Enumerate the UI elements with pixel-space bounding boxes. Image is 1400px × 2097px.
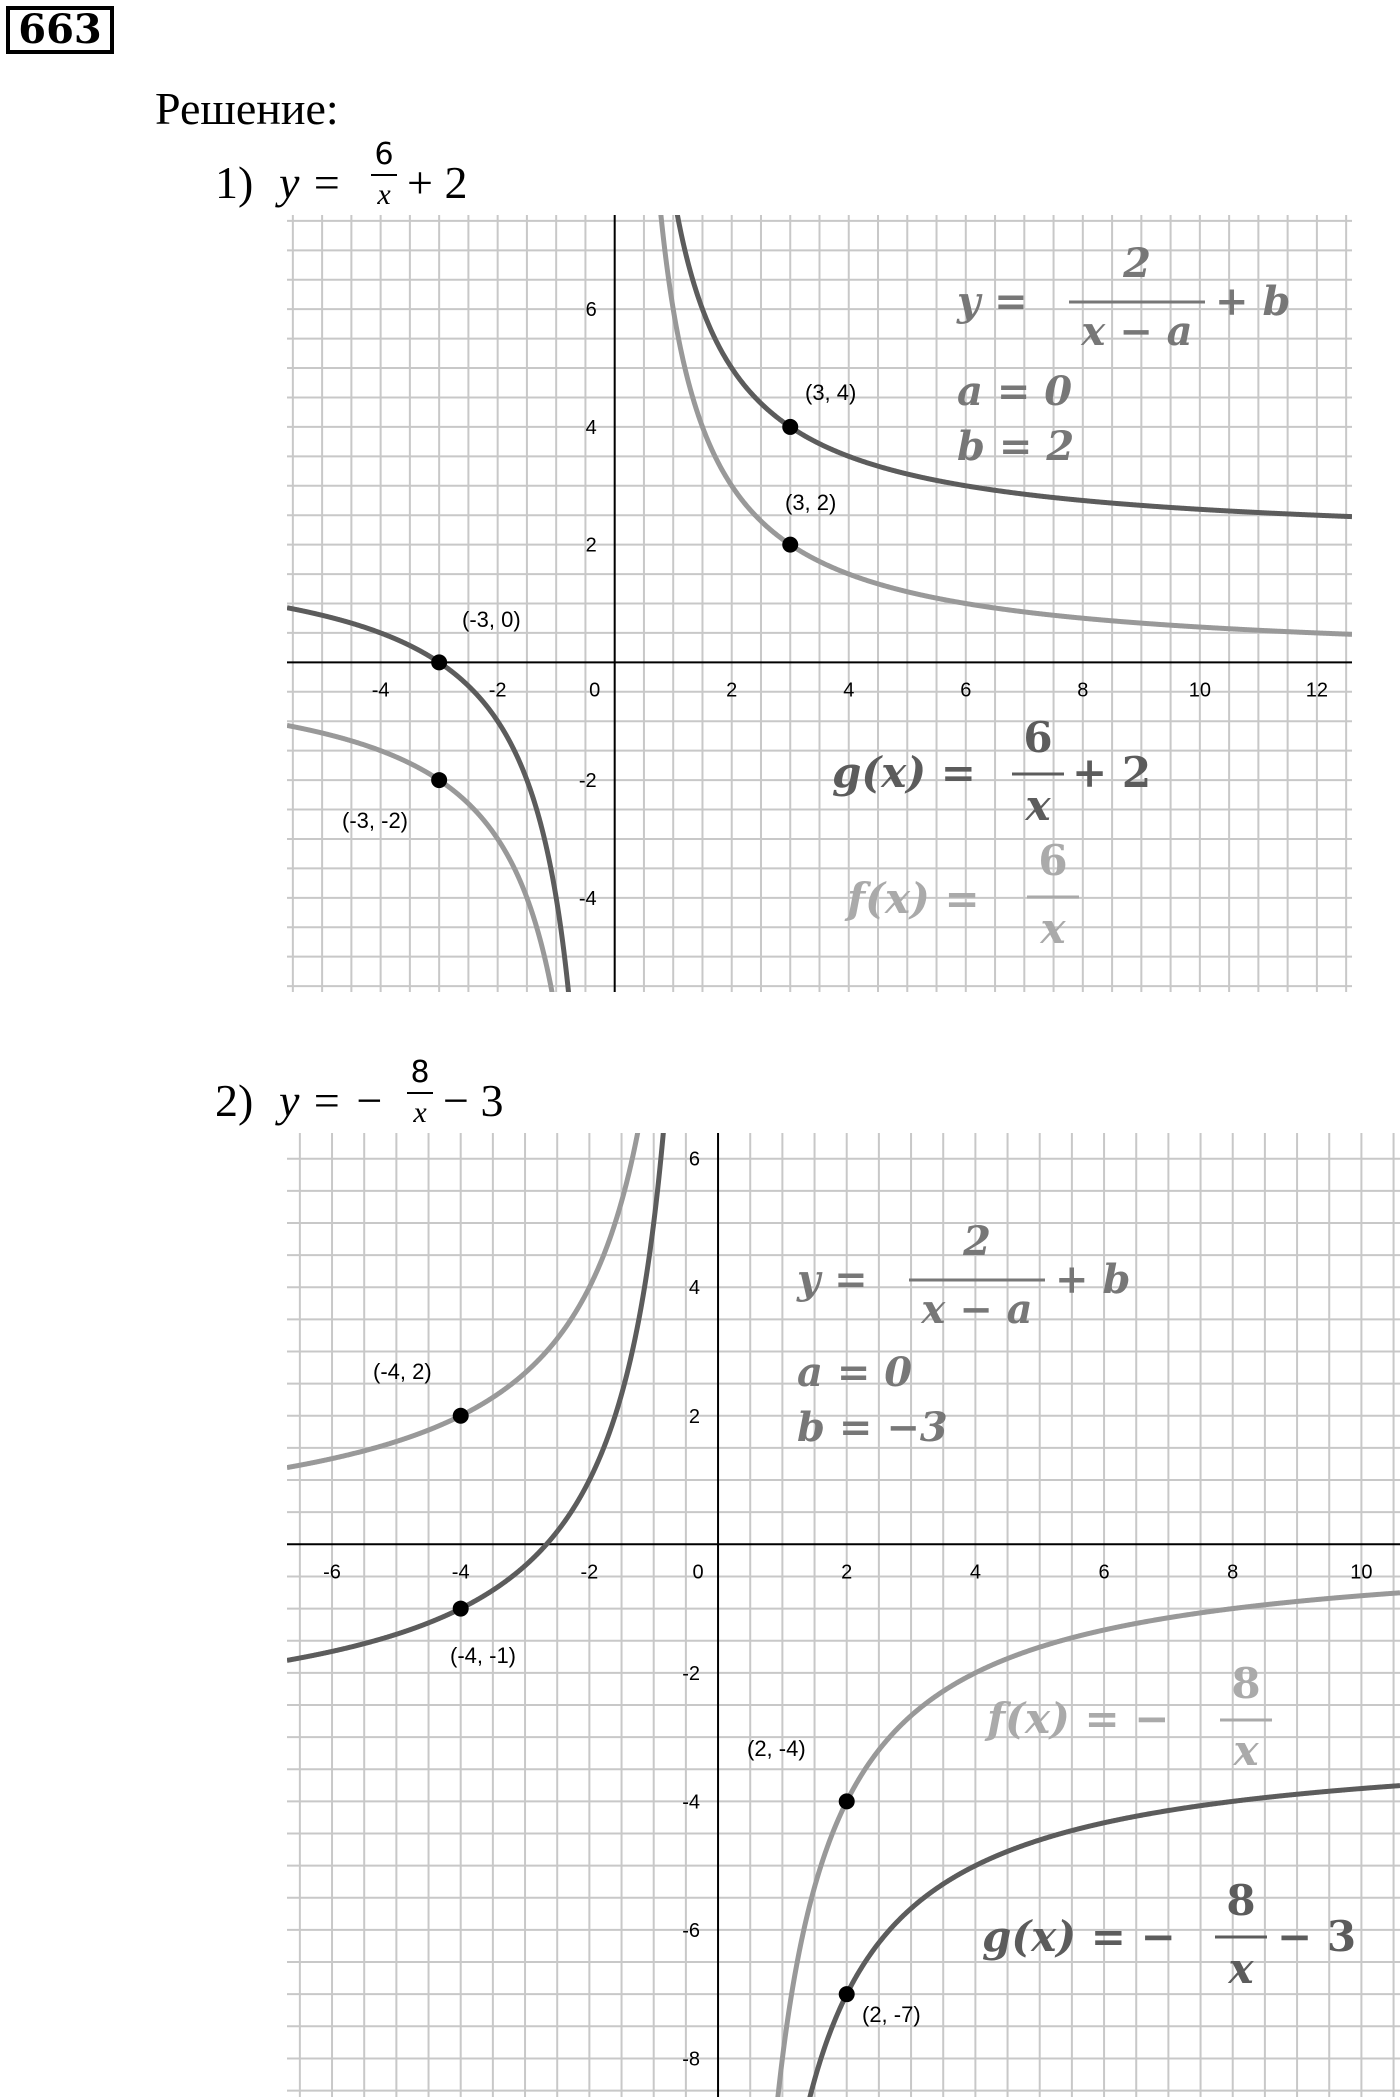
- f-curve-branch-1: [287, 1133, 657, 1468]
- part-1-numerator: 6: [374, 137, 394, 172]
- chart-2: [287, 1133, 1400, 2097]
- part-1-number: 1): [215, 157, 254, 208]
- x-tick-label: 4: [843, 679, 855, 702]
- general-y: y =: [797, 1256, 868, 1303]
- general-tail: + b: [1215, 278, 1291, 325]
- y-tick-label: -6: [682, 1919, 701, 1942]
- part-1-lhs: y =: [279, 157, 342, 208]
- y-tick-label: -2: [682, 1662, 701, 1685]
- part-2-rest: − 3: [443, 1075, 504, 1126]
- g-numerator: 8: [1226, 1876, 1256, 1925]
- x-tick-label: 6: [960, 679, 972, 702]
- f-numerator: 6: [1038, 836, 1068, 885]
- general-y: y =: [957, 278, 1028, 325]
- x-tick-label: 8: [1077, 679, 1089, 702]
- f-denominator: x: [1233, 1726, 1259, 1775]
- y-tick-label: 6: [585, 299, 597, 322]
- data-point: [453, 1601, 469, 1617]
- data-point: [431, 654, 447, 670]
- part-1-heading: [215, 138, 515, 218]
- x-tick-label: 8: [1227, 1561, 1239, 1584]
- part-2-number: 2): [215, 1075, 254, 1126]
- part-2-fraction: [407, 1056, 433, 1130]
- g-curve-branch-1: [287, 1133, 673, 1660]
- y-tick-label: 4: [688, 1277, 701, 1300]
- g-tail: − 3: [1277, 1912, 1357, 1961]
- x-tick-label: 4: [969, 1561, 981, 1584]
- part-1-fraction: [371, 138, 397, 212]
- part-2-lhs: y = −: [279, 1075, 385, 1126]
- g-formula: [832, 713, 1151, 830]
- part-1-denominator: x: [377, 178, 391, 211]
- x-tick-label: -4: [371, 679, 390, 702]
- x-tick-label: -4: [451, 1561, 470, 1584]
- data-point: [431, 772, 447, 788]
- general-numerator: 2: [1123, 240, 1151, 287]
- part-2-denominator: x: [413, 1096, 427, 1129]
- x-tick-label: -2: [488, 679, 507, 702]
- point-label: (2, -7): [862, 2002, 921, 2027]
- x-tick-label: 2: [726, 679, 738, 702]
- x-tick-label: 6: [1098, 1561, 1110, 1584]
- x-tick-label: -2: [580, 1561, 599, 1584]
- g-denominator: x: [1228, 1944, 1254, 1993]
- part-1-rest: + 2: [407, 157, 468, 208]
- solution-label: Решение:: [155, 83, 339, 134]
- data-point: [839, 1986, 855, 2002]
- f-denominator: x: [1040, 904, 1066, 953]
- g-tail: + 2: [1072, 748, 1152, 797]
- general-formula: [956, 240, 1290, 470]
- x-tick-label: 10: [1188, 679, 1211, 702]
- x-tick-label: 12: [1305, 679, 1329, 702]
- point-label: (-3, -2): [342, 808, 408, 833]
- part-2-heading: [215, 1056, 535, 1136]
- point-label: (-4, -1): [450, 1643, 516, 1668]
- param-a: a = 0: [957, 368, 1073, 415]
- general-tail: + b: [1055, 1256, 1131, 1303]
- f-lhs: f(x) =: [847, 874, 980, 923]
- g-lhs: g(x) = −: [982, 1912, 1176, 1961]
- y-tick-label: 4: [585, 416, 597, 439]
- point-label: (-3, 0): [462, 607, 521, 632]
- y-tick-label: 6: [688, 1148, 701, 1171]
- data-point: [782, 537, 798, 553]
- general-numerator: 2: [963, 1218, 991, 1265]
- data-point: [453, 1408, 469, 1424]
- general-denominator: x − a: [921, 1286, 1033, 1333]
- part-2-numerator: 8: [410, 1055, 430, 1090]
- f-formula: [844, 836, 1079, 953]
- y-tick-label: -4: [682, 1791, 701, 1814]
- x-tick-label: 0: [589, 679, 601, 702]
- f-formula: [984, 1659, 1272, 1775]
- x-tick-label: 10: [1350, 1561, 1373, 1584]
- g-lhs: g(x) =: [832, 748, 976, 797]
- f-numerator: 8: [1231, 1659, 1261, 1708]
- y-tick-label: -8: [682, 2048, 701, 2071]
- general-denominator: x − a: [1081, 308, 1193, 355]
- g-numerator: 6: [1023, 713, 1053, 762]
- point-label: (-4, 2): [373, 1359, 432, 1384]
- y-tick-label: 2: [585, 534, 597, 557]
- point-label: (2, -4): [747, 1736, 806, 1761]
- g-denominator: x: [1025, 781, 1051, 830]
- data-point: [839, 1793, 855, 1809]
- y-tick-label: -2: [578, 770, 597, 793]
- g-curve-branch-2: [662, 215, 1352, 517]
- param-a: a = 0: [797, 1349, 913, 1396]
- point-label: (3, 2): [785, 490, 837, 515]
- y-tick-label: -4: [578, 887, 597, 910]
- x-tick-label: 2: [841, 1561, 853, 1584]
- task-number: 663: [6, 6, 114, 54]
- param-b: b = −3: [797, 1404, 948, 1451]
- x-tick-label: 0: [692, 1561, 704, 1584]
- f-lhs: f(x) = −: [987, 1694, 1170, 1743]
- data-point: [782, 419, 798, 435]
- param-b: b = 2: [957, 423, 1075, 470]
- x-tick-label: -6: [323, 1561, 341, 1584]
- point-label: (3, 4): [805, 380, 857, 405]
- chart-1: [287, 215, 1352, 992]
- y-tick-label: 2: [688, 1405, 701, 1428]
